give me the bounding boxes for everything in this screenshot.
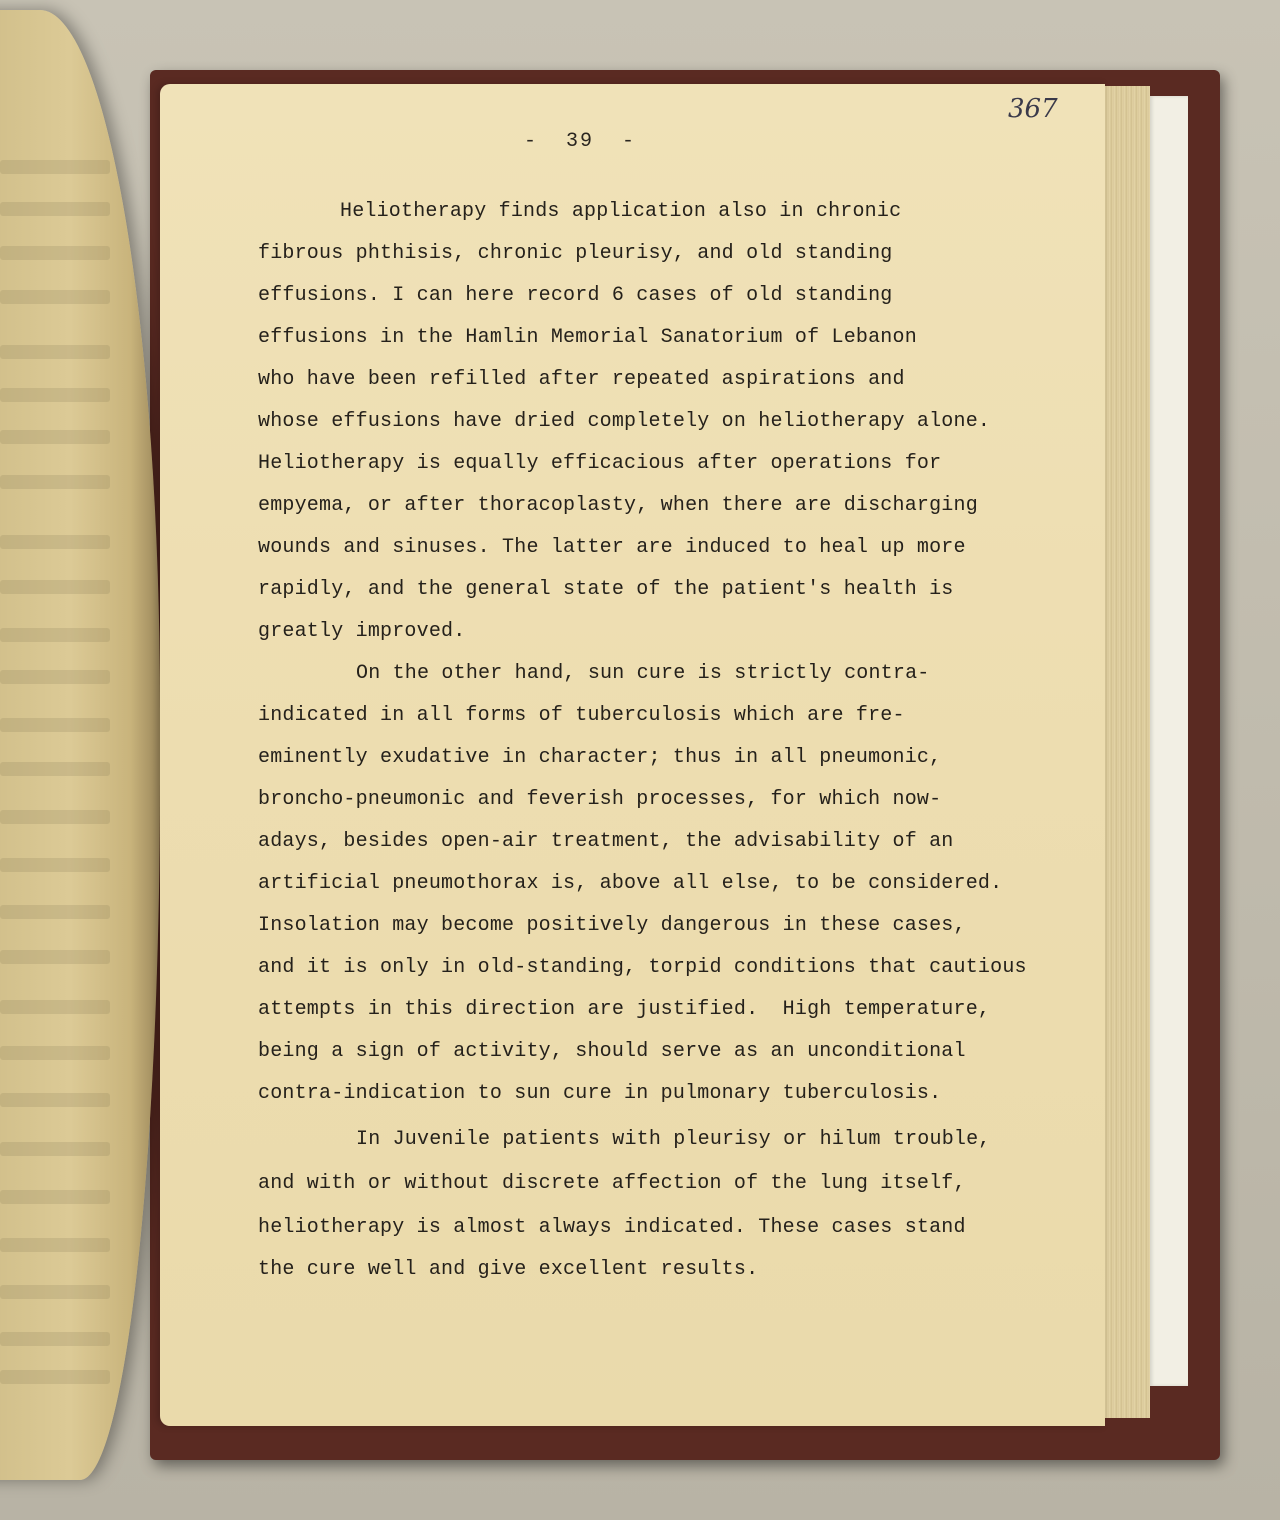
bleed-through-text xyxy=(0,290,110,304)
bleed-through-text xyxy=(0,202,110,216)
page-edge-stack xyxy=(1098,86,1150,1418)
text-line: On the other hand, sun cure is strictly contra- xyxy=(356,662,930,685)
text-line: who have been refilled after repeated aspirations and xyxy=(258,368,905,391)
text-line: Heliotherapy is equally efficacious after operations for xyxy=(258,452,942,475)
bleed-through-text xyxy=(0,950,110,964)
bleed-through-text xyxy=(0,1370,110,1384)
text-line: indicated in all forms of tuberculosis which are fre- xyxy=(258,704,905,727)
bleed-through-text xyxy=(0,810,110,824)
text-line: effusions. I can here record 6 cases of old standing xyxy=(258,284,893,307)
bleed-through-text xyxy=(0,1046,110,1060)
text-line: fibrous phthisis, chronic pleurisy, and old standing xyxy=(258,242,893,265)
text-line: wounds and sinuses. The latter are induced to heal up more xyxy=(258,536,966,559)
bleed-through-text xyxy=(0,475,110,489)
text-line: greatly improved. xyxy=(258,620,466,643)
bleed-through-text xyxy=(0,1285,110,1299)
text-line: rapidly, and the general state of the patient's health is xyxy=(258,578,954,601)
bleed-through-text xyxy=(0,345,110,359)
bleed-through-text xyxy=(0,1238,110,1252)
previous-page xyxy=(0,10,160,1480)
bleed-through-text xyxy=(0,628,110,642)
page-number: - 39 - xyxy=(523,130,636,153)
text-line: Insolation may become positively dangerous in these cases, xyxy=(258,914,966,937)
endpaper-leaf xyxy=(1150,96,1188,1386)
text-line: artificial pneumothorax is, above all else, to be considered. xyxy=(258,872,1003,895)
bleed-through-text xyxy=(0,1332,110,1346)
text-line: attempts in this direction are justified. High temperature, xyxy=(258,998,991,1021)
text-line: In Juvenile patients with pleurisy or hilum trouble, xyxy=(356,1128,991,1151)
text-line: whose effusions have dried completely on heliotherapy alone. xyxy=(258,410,991,433)
bleed-through-text xyxy=(0,718,110,732)
bleed-through-text xyxy=(0,858,110,872)
text-line: adays, besides open-air treatment, the advisability of an xyxy=(258,830,954,853)
bleed-through-text xyxy=(0,1093,110,1107)
bleed-through-text xyxy=(0,762,110,776)
bleed-through-text xyxy=(0,430,110,444)
text-line: heliotherapy is almost always indicated. These cases stand xyxy=(258,1216,966,1239)
text-line: Heliotherapy finds application also in chronic xyxy=(340,200,902,223)
bleed-through-text xyxy=(0,905,110,919)
text-line: broncho-pneumonic and feverish processes, for which now- xyxy=(258,788,942,811)
handwritten-folio-number: 367 xyxy=(1008,94,1058,124)
text-line: the cure well and give excellent results. xyxy=(258,1258,759,1281)
text-line: empyema, or after thoracoplasty, when there are discharging xyxy=(258,494,978,517)
text-line: being a sign of activity, should serve as an unconditional xyxy=(258,1040,966,1063)
bleed-through-text xyxy=(0,1000,110,1014)
text-line: and with or without discrete affection of the lung itself, xyxy=(258,1172,966,1195)
bleed-through-text xyxy=(0,670,110,684)
bleed-through-text xyxy=(0,535,110,549)
bleed-through-text xyxy=(0,1142,110,1156)
text-line: and it is only in old-standing, torpid conditions that cautious xyxy=(258,956,1027,979)
bleed-through-text xyxy=(0,1190,110,1204)
bleed-through-text xyxy=(0,160,110,174)
bleed-through-text xyxy=(0,580,110,594)
text-line: contra-indication to sun cure in pulmonary tuberculosis. xyxy=(258,1082,942,1105)
bleed-through-text xyxy=(0,246,110,260)
text-line: eminently exudative in character; thus in all pneumonic, xyxy=(258,746,942,769)
bleed-through-text xyxy=(0,388,110,402)
text-line: effusions in the Hamlin Memorial Sanatorium of Lebanon xyxy=(258,326,917,349)
